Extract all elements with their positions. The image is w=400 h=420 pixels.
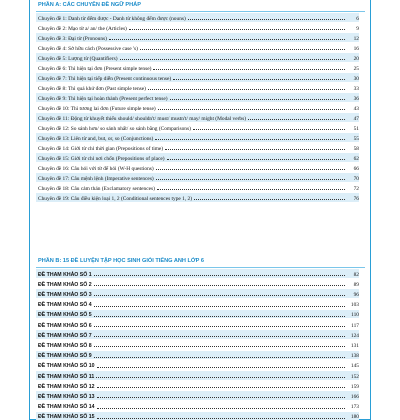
toc-entry-page-number: 76 (353, 195, 359, 202)
toc-entry-label: Chuyên đề 18: Câu cảm thán (Exclamatory sentences) (38, 185, 155, 192)
dot-leader (97, 418, 346, 419)
toc-entry[interactable] (36, 123, 359, 132)
toc-entry[interactable] (36, 340, 359, 349)
dot-leader (153, 69, 345, 70)
dot-leader (155, 139, 345, 140)
toc-entry-label: Chuyên đề 3: Đại từ (Pronouns) (38, 35, 107, 42)
toc-entry[interactable] (36, 173, 359, 182)
toc-entry-label: ĐỀ THAM KHẢO SỐ 7 (38, 332, 92, 339)
toc-entry[interactable] (36, 320, 359, 329)
dot-leader (156, 179, 345, 180)
toc-entry-label: Chuyên đề 5: Lượng từ (Quantifiers) (38, 55, 118, 62)
toc-entry[interactable] (36, 402, 359, 411)
toc-entry-page-number: 89 (353, 281, 359, 288)
toc-entry-label: ĐỀ THAM KHẢO SỐ 2 (38, 281, 92, 288)
dot-leader (94, 346, 345, 347)
toc-entry-label: Chuyên đề 9: Thì hiện tại hoàn thành (Present perfect tense) (38, 95, 168, 102)
toc-entry[interactable] (36, 13, 359, 22)
toc-entry-label: Chuyên đề 8: Thì quá khứ đơn (Past simple tense) (38, 85, 146, 92)
toc-entry-label: ĐỀ THAM KHẢO SỐ 3 (38, 291, 92, 298)
toc-entry-label: ĐỀ THAM KHẢO SỐ 9 (38, 353, 92, 360)
dot-leader (94, 295, 345, 296)
toc-entry[interactable] (36, 310, 359, 319)
toc-entry-page-number: 82 (353, 271, 359, 278)
toc-entry[interactable] (36, 183, 359, 192)
dot-leader (94, 316, 345, 317)
dot-leader (167, 159, 345, 160)
toc-entry[interactable] (36, 73, 359, 82)
dot-leader (94, 357, 345, 358)
toc-entry[interactable] (36, 381, 359, 390)
toc-entry-page-number: 66 (353, 165, 359, 172)
toc-entry-page-number: 72 (353, 185, 359, 192)
toc-entry-label: ĐỀ THAM KHẢO SỐ 8 (38, 342, 92, 349)
toc-entry-page-number: 43 (353, 105, 359, 112)
toc-entry-label: Chuyên đề 17: Câu mệnh lệnh (Imperative sentences) (38, 175, 154, 182)
toc-entry-page-number: 30 (353, 75, 359, 82)
toc-entry-page-number: 138 (350, 353, 359, 360)
dot-leader (97, 408, 346, 409)
dot-leader (148, 89, 345, 90)
section-b-divider (36, 267, 365, 268)
toc-entry-label: Chuyên đề 10: Thì tương lai đơn (Future simple tense) (38, 105, 156, 112)
toc-entry-page-number: 47 (353, 115, 359, 122)
toc-entry[interactable] (36, 371, 359, 380)
toc-entry-page-number: 9 (356, 25, 359, 32)
dot-leader (173, 79, 345, 80)
toc-entry[interactable] (36, 330, 359, 339)
toc-entry-label: Chuyên đề 6: Thì hiện tại đơn (Present simple tense) (38, 65, 152, 72)
toc-entry-page-number: 145 (350, 363, 359, 370)
dot-leader (94, 326, 345, 327)
dot-leader (97, 397, 346, 398)
toc-entry-label: ĐỀ THAM KHẢO SỐ 13 (38, 393, 95, 400)
toc-entry-page-number: 152 (350, 373, 359, 380)
toc-entry[interactable] (36, 83, 359, 92)
dot-leader (97, 367, 346, 368)
dot-leader (96, 377, 345, 378)
toc-entry-page-number: 159 (350, 383, 359, 390)
toc-entry-label: ĐỀ THAM KHẢO SỐ 10 (38, 363, 95, 370)
section-b-title: PHẦN B: 15 ĐỀ LUYỆN TẬP HỌC SINH GIỎI TIẾNG ANH LỚP 6 (38, 258, 204, 264)
toc-entry[interactable] (36, 279, 359, 288)
toc-entry[interactable] (36, 289, 359, 298)
dot-leader (156, 169, 345, 170)
toc-entry-page-number: 58 (353, 145, 359, 152)
dot-leader (94, 275, 345, 276)
toc-entry[interactable] (36, 163, 359, 172)
toc-entry-page-number: 103 (350, 302, 359, 309)
toc-entry[interactable] (36, 53, 359, 62)
toc-entry-label: Chuyên đề 16: Câu hỏi với từ để hỏi (W-H questions) (38, 165, 154, 172)
toc-entry[interactable] (36, 361, 359, 370)
toc-entry-page-number: 96 (353, 291, 359, 298)
toc-entry-label: ĐỀ THAM KHẢO SỐ 5 (38, 312, 92, 319)
toc-entry-label: ĐỀ THAM KHẢO SỐ 6 (38, 322, 92, 329)
toc-entry-label: Chuyên đề 1: Danh từ đếm được - Danh từ không đếm được (nouns) (38, 15, 186, 22)
dot-leader (97, 387, 346, 388)
toc-entry[interactable] (36, 143, 359, 152)
toc-entry[interactable] (36, 133, 359, 142)
toc-entry-label: Chuyên đề 19: Câu điều kiện loại 1, 2 (Conditional sentences type 1, 2) (38, 195, 193, 202)
toc-entry[interactable] (36, 93, 359, 102)
toc-entry[interactable] (36, 103, 359, 112)
dot-leader (158, 109, 345, 110)
toc-entry[interactable] (36, 23, 359, 32)
toc-entry-page-number: 36 (353, 95, 359, 102)
dot-leader (165, 149, 345, 150)
toc-entry-label: Chuyên đề 15: Giới từ chỉ nơi chốn (Prepositions of place) (38, 155, 165, 162)
toc-entry-label: Chuyên đề 13: Liên từ and, but, or, so (Conjunctions) (38, 135, 154, 142)
toc-entry-label: ĐỀ THAM KHẢO SỐ 14 (38, 404, 95, 411)
toc-entry-page-number: 16 (353, 45, 359, 52)
toc-entry[interactable] (36, 113, 359, 122)
toc-entry-page-number: 55 (353, 135, 359, 142)
toc-entry[interactable] (36, 300, 359, 309)
toc-entry-label: Chuyên đề 12: So sánh hơn/ so sánh nhất/ so sánh bằng (Comparisons) (38, 125, 191, 132)
toc-entry[interactable] (36, 193, 359, 202)
toc-entry-page-number: 62 (353, 155, 359, 162)
toc-entry-page-number: 166 (350, 393, 359, 400)
toc-entry[interactable] (36, 391, 359, 400)
toc-entry[interactable] (36, 412, 359, 420)
toc-entry-label: Chuyên đề 14: Giới từ chỉ thời gian (Prepositions of time) (38, 145, 164, 152)
toc-entry-page-number: 12 (353, 35, 359, 42)
toc-entry-page-number: 51 (353, 125, 359, 132)
toc-entry-page-number: 20 (353, 55, 359, 62)
toc-entry-page-number: 180 (350, 414, 359, 420)
dot-leader (193, 129, 345, 130)
dot-leader (94, 306, 345, 307)
toc-entry-label: ĐỀ THAM KHẢO SỐ 12 (38, 383, 95, 390)
toc-entry-page-number: 124 (350, 332, 359, 339)
toc-entry-label: Chuyên đề 2: Mạo từ a/ an/ the (Articles) (38, 25, 127, 32)
toc-entry-label: ĐỀ THAM KHẢO SỐ 15 (38, 414, 95, 420)
dot-leader (188, 19, 345, 20)
dot-leader (94, 285, 345, 286)
dot-leader (94, 336, 345, 337)
toc-entry-page-number: 6 (356, 15, 359, 22)
toc-entry-page-number: 110 (351, 312, 359, 319)
toc-entry-label: Chuyên đề 4: Sở hữu cách (Possessive case 's) (38, 45, 138, 52)
toc-entry-label: ĐỀ THAM KHẢO SỐ 11 (38, 373, 95, 380)
section-a-divider (36, 11, 365, 12)
dot-leader (157, 189, 345, 190)
toc-entry[interactable] (36, 269, 359, 278)
dot-leader (194, 199, 345, 200)
toc-entry[interactable] (36, 33, 359, 42)
dot-leader (170, 99, 345, 100)
toc-entry-label: Chuyên đề 11: Động từ khuyết thiếu should/ shouldn't/ must/ mustn't/ may/ might (Modal verbs) (38, 115, 246, 122)
toc-entry-page-number: 173 (350, 404, 359, 411)
toc-entry-page-number: 25 (353, 65, 359, 72)
dot-leader (140, 49, 345, 50)
toc-entry[interactable] (36, 63, 359, 72)
section-a-title: PHẦN A: CÁC CHUYÊN ĐỀ NGỮ PHÁP (38, 2, 141, 8)
toc-entry-label: ĐỀ THAM KHẢO SỐ 4 (38, 302, 92, 309)
toc-entry-label: ĐỀ THAM KHẢO SỐ 1 (38, 271, 92, 278)
toc-entry-page-number: 117 (351, 322, 359, 329)
toc-entry-page-number: 33 (353, 85, 359, 92)
toc-entry-label: Chuyên đề 7: Thì hiện tại tiếp diễn (Present continuous tense) (38, 75, 172, 82)
toc-entry[interactable] (36, 351, 359, 360)
dot-leader (120, 59, 345, 60)
toc-entry-page-number: 131 (350, 342, 359, 349)
dot-leader (109, 39, 345, 40)
dot-leader (248, 119, 345, 120)
toc-entry-page-number: 70 (353, 175, 359, 182)
toc-entry[interactable] (36, 43, 359, 52)
toc-entry[interactable] (36, 153, 359, 162)
dot-leader (129, 29, 345, 30)
